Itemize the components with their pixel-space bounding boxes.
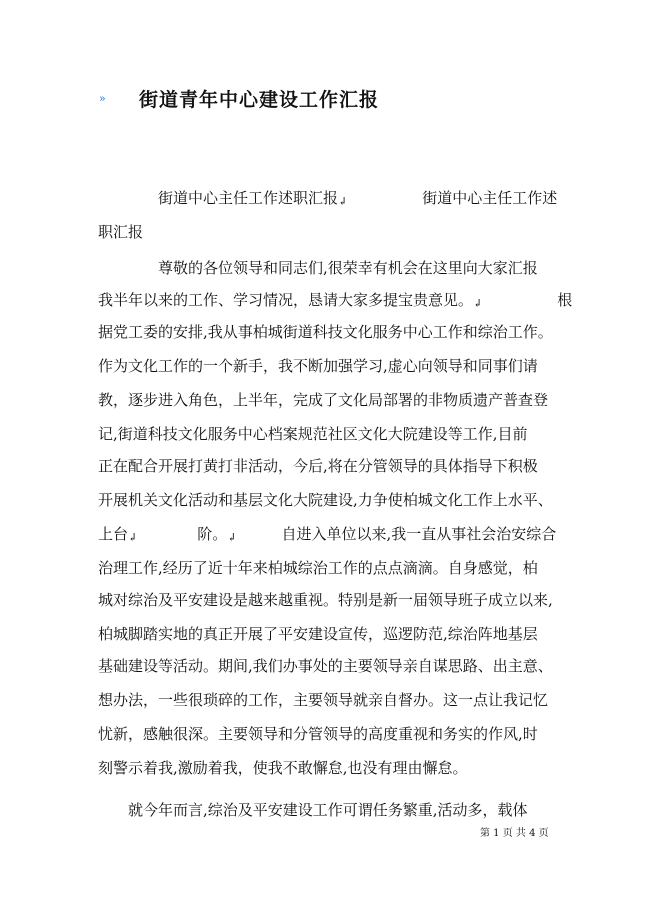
line-text: 城对综治及平安建设是越来越重视。特别是新一届领导班子成立以来,: [98, 591, 553, 609]
body-line: [98, 656, 558, 676]
body-line: [98, 356, 558, 376]
body-line: [98, 624, 558, 644]
line-text: 我半年以来的工作、学习情况，恳请大家多提宝贵意见。: [98, 291, 474, 309]
line-text: 忧新，感触很深。主要领导和分管领导的高度重视和务实的作风,时: [98, 725, 538, 743]
line-text: 治理工作,经历了近十年来柏城综治工作的点点滴滴。自身感觉，柏: [98, 559, 538, 577]
body-line: [98, 290, 573, 312]
body-line: [98, 258, 558, 278]
body-line: [98, 590, 558, 610]
line-text: 基础建设等活动。期间,我们办事处的主要领导亲自谋思路、出主意、: [98, 657, 553, 675]
line-text: 作为文化工作的一个新手，我不断加强学习,虚心向领导和同事们请: [98, 357, 538, 375]
paragraph-mark-icon: ↲: [227, 531, 237, 544]
body-line: [98, 456, 558, 476]
bullet-mark-icon: »: [99, 92, 106, 105]
line-text: 根: [482, 291, 573, 309]
paragraph-mark-icon: ↲: [128, 531, 138, 544]
line-text: 想办法，一些很琐碎的工作，主要领导就亲自督办。这一点让我记忆: [98, 691, 549, 709]
body-line: [98, 490, 558, 510]
line-text: 刻警示着我,激励着我，使我不敢懈怠,也没有理由懈怠。: [98, 759, 468, 777]
line-text: 就今年而言,综治及平安建设工作可谓任务繁重,活动多，载体: [98, 801, 528, 819]
line-text: 开展机关文化活动和基层文化大院建设,力争使柏城文化工作上水平、: [98, 491, 553, 509]
line-text: 街道中心主任工作述职汇报: [98, 189, 339, 207]
body-line: [98, 424, 558, 444]
line-text: 自进入单位以来,我一直从事社会治安综合: [236, 525, 557, 543]
body-line: [98, 690, 558, 710]
line-text: 尊敬的各位领导和同志们,很荣幸有机会在这里向大家汇报: [98, 259, 538, 277]
paragraph-mark-icon: ↲: [338, 195, 348, 208]
line-text: 职汇报: [98, 223, 144, 241]
page-footer: 第 1 页 共 4 页: [480, 828, 549, 839]
body-line: [98, 800, 558, 820]
body-line: [98, 758, 558, 778]
line-text: 正在配合开展打黄打非活动，今后,将在分管领导的具体指导下积极: [98, 457, 538, 475]
body-line: [98, 222, 558, 242]
line-text: 教，逐步进入角色，上半年，完成了文化局部署的非物质遗产普查登: [98, 391, 549, 409]
body-line: [98, 724, 558, 744]
body-line: [98, 524, 558, 546]
body-line: [98, 188, 558, 210]
line-text: 街道中心主任工作述: [347, 189, 558, 207]
line-text: 上台: [98, 525, 129, 543]
line-text: 记,街道科技文化服务中心档案规范社区文化大院建设等工作,目前: [98, 425, 528, 443]
body-line: [98, 558, 558, 578]
line-text: 柏城脚踏实地的真正开展了平安建设宣传，巡逻防范,综治阵地基层: [98, 625, 538, 643]
paragraph-mark-icon: ↲: [473, 297, 483, 310]
page-title: 街道青年中心建设工作汇报: [139, 89, 380, 111]
line-text: 据党工委的安排,我从事柏城街道科技文化服务中心工作和综治工作。: [98, 323, 553, 341]
body-line: [98, 390, 558, 410]
line-text: 阶。: [137, 525, 228, 543]
body-line: [98, 322, 558, 342]
